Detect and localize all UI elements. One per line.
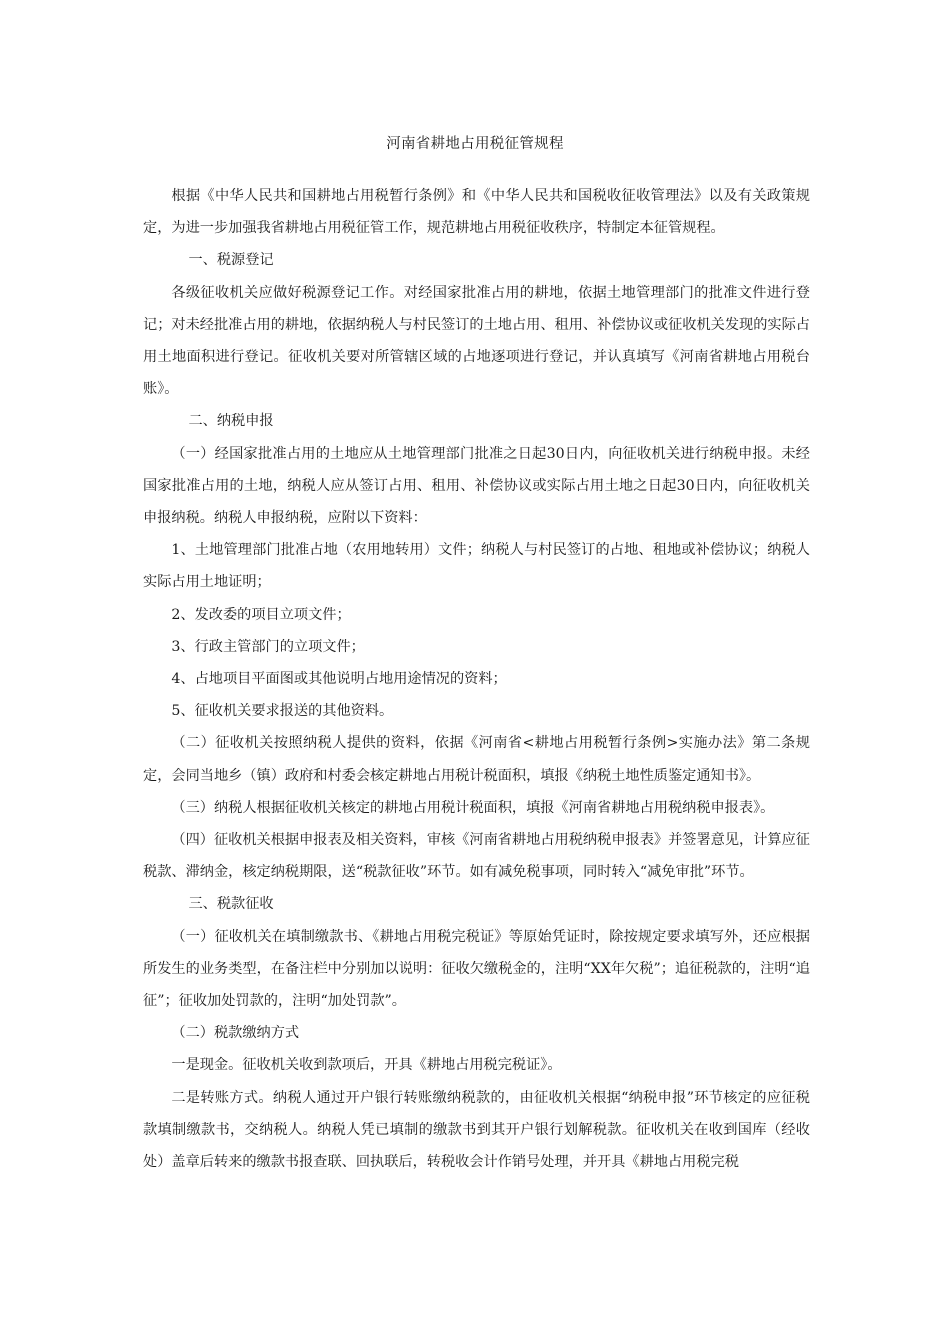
paragraph-collection-1: （一）征收机关在填制缴款书、《耕地占用税完税证》等原始凭证时，除按规定要求填写外，还应根据所发生的业务类型，在备注栏中分别加以说明：征收欠缴税金的，注明“XX年欠税”；追征税款的，注明“追征”；征收加处罚款的，注明“加处罚款”。: [143, 928, 810, 1010]
list-item-5: 5、征收机关要求报送的其他资料。: [171, 703, 394, 720]
paragraph-transfer: 二是转账方式。纳税人通过开户银行转账缴纳税款的，由征收机关根据“纳税申报”环节核定的应征税款填制缴款书，交纳税人。纳税人凭已填制的缴款书到其开户银行划解税款。征收机关在收到国库（经收处）盖章后转来的缴款书报查联、回执联后，转税收会计作销号处理，并开具《耕地占用税完税: [143, 1089, 810, 1171]
section-heading-registration: 一、税源登记: [188, 252, 274, 269]
section-heading-collection: 三、税款征收: [188, 896, 274, 913]
list-item-4: 4、占地项目平面图或其他说明占地用途情况的资料；: [171, 671, 507, 688]
document-body: [143, 180, 810, 1178]
paragraph-declaration-4: （四）征收机关根据申报表及相关资料，审核《河南省耕地占用税纳税申报表》并签署意见，计算应征税款、滞纳金，核定纳税期限，送“税款征收”环节。如有减免税事项，同时转入“减免审批”环节。: [143, 832, 810, 881]
list-item-2: 2、发改委的项目立项文件；: [171, 606, 351, 623]
paragraph-declaration-3: （三）纳税人根据征收机关核定的耕地占用税计税面积，填报《河南省耕地占用税纳税申报表》。: [171, 799, 775, 816]
paragraph-cash: 一是现金。征收机关收到款项后，开具《耕地占用税完税证》。: [171, 1057, 562, 1074]
document-title: 河南省耕地占用税征管规程: [386, 136, 564, 152]
paragraph-collection-2: （二）税款缴纳方式: [171, 1025, 300, 1042]
list-item-1: 1、土地管理部门批准占地（农用地转用）文件；纳税人与村民签订的占地、租地或补偿协议；纳税人实际占用土地证明；: [143, 542, 810, 591]
section-heading-declaration: 二、纳税申报: [188, 413, 274, 430]
paragraph-declaration-1: （一）经国家批准占用的土地应从土地管理部门批准之日起30日内，向征收机关进行纳税申报。未经国家批准占用的土地，纳税人应从签订占用、租用、补偿协议或实际占用土地之日起30日内，向征收机关申报纳税。纳税人申报纳税，应附以下资料：: [143, 445, 810, 527]
paragraph-declaration-2: （二）征收机关按照纳税人提供的资料，依据《河南省<耕地占用税暂行条例>实施办法》第二条规定，会同当地乡（镇）政府和村委会核定耕地占用税计税面积，填报《纳税土地性质鉴定通知书》。: [143, 735, 810, 784]
list-item-3: 3、行政主管部门的立项文件；: [171, 638, 365, 655]
intro-paragraph: 根据《中华人民共和国耕地占用税暂行条例》和《中华人民共和国税收征收管理法》以及有关政策规定，为进一步加强我省耕地占用税征管工作，规范耕地占用税征收秩序，特制定本征管规程。: [143, 188, 810, 237]
paragraph-registration: 各级征收机关应做好税源登记工作。对经国家批准占用的耕地，依据土地管理部门的批准文件进行登记；对未经批准占用的耕地，依据纳税人与村民签订的土地占用、租用、补偿协议或征收机关发现的实际占用土地面积进行登记。征收机关要对所管辖区域的占地逐项进行登记，并认真填写《河南省耕地占用税台账》。: [143, 284, 810, 398]
